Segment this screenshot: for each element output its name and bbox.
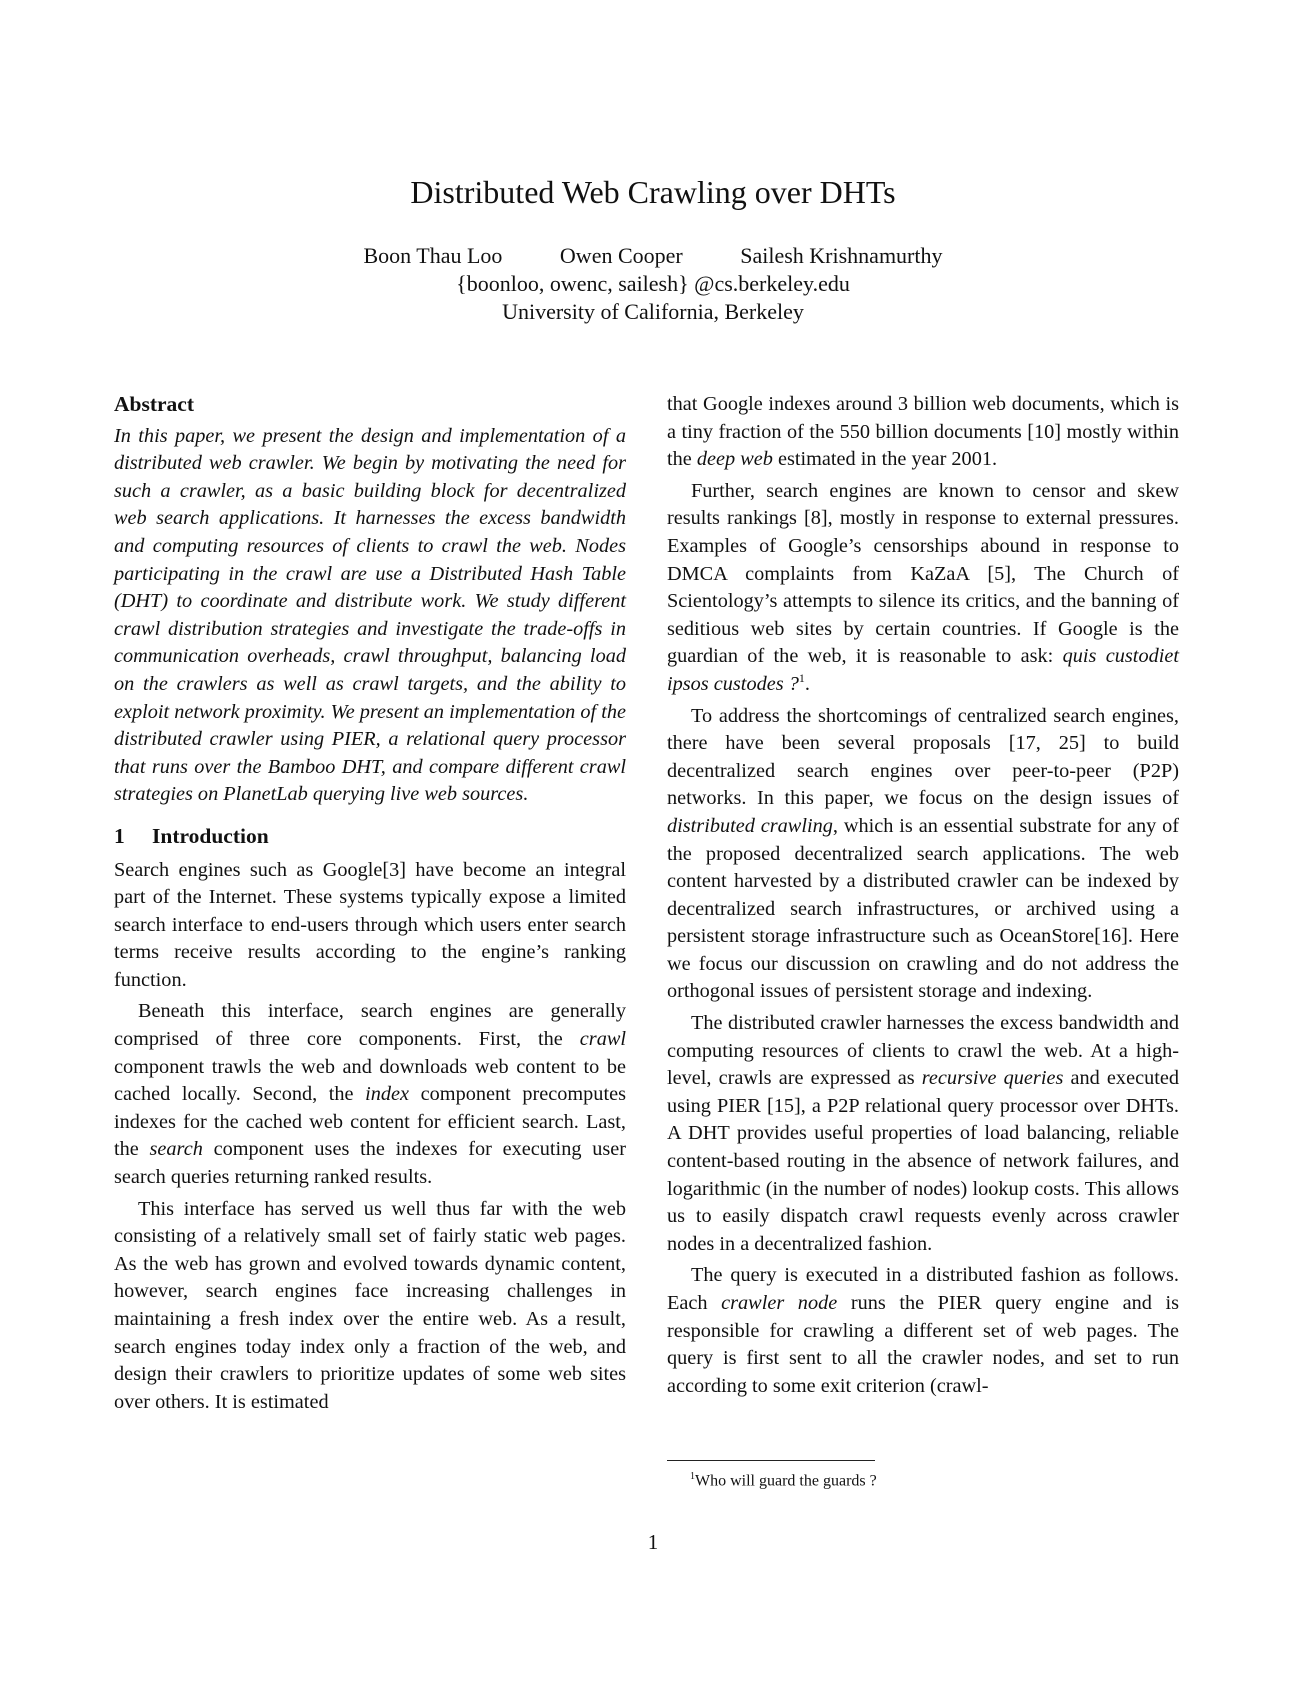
text-run: Further, search engines are known to censor and skew results rankings [8], mostly in response to external pressures. Examples of Google’s censorships abound in response to DMCA complaints from KaZaA [5], The Church of Scientology’s attempts to silence its critics, and the banning of seditious web sites by certain countries. If Google is the guardian of the web, it is reasonable to ask:: [667, 479, 1179, 668]
intro-paragraph-2: [114, 998, 626, 1191]
text-run: , which is an essential substrate for any of the proposed decentralized search applications. The web content harvested by a distributed crawler can be indexed by decentralized search infrastructures, or archived using a persistent storage infrastructure such as OceanStore[16]. Here we focus our discussion on crawling and do not address the orthogonal issues of persistent storage and indexing.: [667, 814, 1179, 1003]
emphasis-search: search: [149, 1138, 203, 1161]
intro-paragraph-3: This interface has served us well thus far with the web consisting of a relatively small set of fairly static web pages. As the web has grown and evolved towards dynamic content, however, search engines face increasing challenges in maintaining a fresh index over the entire web. As a result, search engines today index only a fraction of the web, and design their crawlers to prioritize updates of some web sites over others. It is estimated: [114, 1197, 626, 1413]
author-name: Sailesh Krishnamurthy: [740, 243, 943, 268]
abstract-heading: Abstract: [114, 392, 195, 416]
right-paragraph-3: [667, 1010, 1179, 1258]
page-number: 1: [647, 1530, 659, 1554]
text-run: component precomputes indexes for the cached web content for efficient search. Last, the: [114, 1083, 626, 1161]
author-name: Boon Thau Loo: [363, 243, 503, 268]
emphasis-index: index: [365, 1083, 410, 1106]
footnote-text: Who will guard the guards ?: [695, 1472, 877, 1490]
text-run: that Google indexes around 3 billion web documents, which is a tiny fraction of the 550 billion documents [10] mostly within the: [667, 393, 1179, 471]
footnote: [690, 1467, 877, 1491]
emphasis-crawl: crawl: [579, 1028, 626, 1051]
right-column: [667, 391, 1179, 1400]
paper-title: Distributed Web Crawling over DHTs: [410, 174, 896, 210]
section-heading-introduction: [114, 823, 626, 851]
right-paragraph-0: [667, 391, 1179, 474]
author-affiliation: University of California, Berkeley: [502, 299, 804, 324]
right-paragraph-2: [667, 703, 1179, 1007]
text-run: estimated in the year 2001.: [772, 448, 998, 471]
emphasis-crawler-node: crawler node: [721, 1292, 838, 1314]
emphasis-distributed-crawling: distributed crawling: [667, 814, 833, 837]
emphasis-latin-quote: quis custodiet ipsos custodes ?: [667, 645, 1179, 695]
footnote-rule: [667, 1460, 875, 1461]
author-names: [0, 242, 1306, 270]
author-name: Owen Cooper: [559, 243, 683, 268]
abstract-text: In this paper, we present the design and implementation of a distributed web crawler. We begin by motivating the need for such a crawler, as a basic building block for decentralized web search applications. It harnesses the excess bandwidth and computing resources of clients to crawl the web. Nodes participating in the crawl are use a Distributed Hash Table (DHT) to coordinate and distribute work. We study different crawl distribution strategies and investigate the trade-offs in communication overheads, crawl throughput, balancing load on the crawlers as well as crawl targets, and the ability to exploit network proximity. We present an implementation of the distributed crawler using PIER, a relational query processor that runs over the Bamboo DHT, and compare different crawl strategies on PlanetLab querying live web sources.: [114, 424, 627, 806]
text-run: component uses the indexes for executing user search queries returning ranked results.: [114, 1138, 626, 1189]
intro-paragraph-1: Search engines such as Google[3] have become an integral part of the Internet. These systems typically expose a limited search interface to end-users through which users enter search terms receive results according to the engine’s ranking function.: [114, 858, 626, 991]
text-run: .: [804, 672, 810, 695]
emphasis-recursive-queries: recursive queries: [921, 1067, 1064, 1090]
text-run: runs the PIER query engine and is responsible for crawling a different set of web pages. The query is first sent to all the crawler nodes, and set to run according to some exit criterion (crawl-: [667, 1292, 1180, 1397]
footnote-marker: 1: [798, 671, 805, 686]
text-run: To address the shortcomings of centralized search engines, there have been several proposals [17, 25] to build decentralized search engines over peer-to-peer (P2P) networks. In this paper, we focus on the design issues of: [667, 704, 1179, 810]
right-paragraph-1: [667, 478, 1179, 699]
text-run: and executed using PIER [15], a P2P relational query processor over DHTs. A DHT provides useful properties of load balancing, reliable content-based routing in the absence of network failures, and logarithmic (in the number of nodes) lookup costs. This allows us to easily dispatch crawl requests evenly across crawler nodes in a decentralized fashion.: [667, 1067, 1179, 1255]
text-run: component trawls the web and downloads web content to be cached locally. Second, the: [114, 1055, 626, 1106]
section-title: Introduction: [152, 823, 269, 848]
text-run: The distributed crawler harnesses the excess bandwidth and computing resources of clients to crawl the web. At a high-level, crawls are expressed as: [667, 1012, 1179, 1090]
left-column: [114, 391, 626, 1416]
author-email: {boonloo, owenc, sailesh} @cs.berkeley.edu: [456, 271, 850, 296]
footnote-mark: 1: [690, 1471, 695, 1482]
text-run: Beneath this interface, search engines are generally comprised of three core components. First, the: [114, 1000, 626, 1051]
right-paragraph-4: [667, 1262, 1179, 1400]
author-block: [0, 242, 1306, 326]
section-number: 1: [114, 823, 125, 848]
emphasis-deep-web: deep web: [696, 448, 773, 471]
text-run: The query is executed in a distributed fashion as follows. Each: [667, 1264, 1179, 1314]
